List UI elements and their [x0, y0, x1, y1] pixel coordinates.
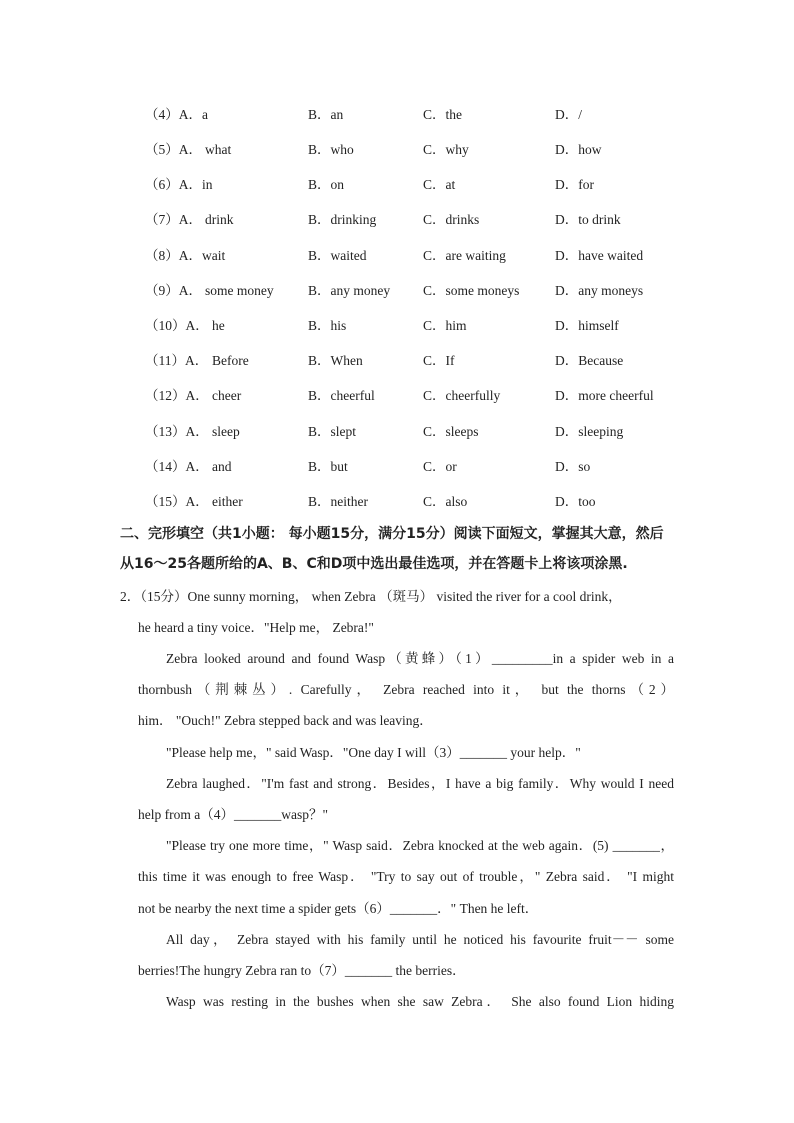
option-b: B．drinking [308, 212, 377, 227]
option-b: B．any money [308, 283, 391, 298]
question-number: （4）A．a [145, 107, 208, 122]
option-row-15 [0, 491, 794, 513]
passage-line: this time it was enough to free Wasp． "Try to say out of trouble，" Zebra said． "I might [138, 869, 674, 884]
option-row-10 [0, 315, 794, 337]
question-number: （15）A． [145, 494, 209, 509]
option-c: C．sleeps [423, 424, 479, 439]
passage-line: berries!The hungry Zebra ran to（7）_______ the berries． [138, 963, 466, 978]
section-heading-line1: 二、完形填空（共1小题： 每小题15分，满分15分）阅读下面短文，掌握其大意，然后 [120, 526, 664, 542]
question-number: （13）A． [145, 424, 209, 439]
option-d: D．how [555, 142, 602, 157]
option-d: D．too [555, 494, 596, 509]
option-b: B．on [308, 177, 345, 192]
question-number: （5）A． [145, 142, 202, 157]
option-c: C．drinks [423, 212, 480, 227]
option-d: D．any moneys [555, 283, 644, 298]
option-row-11 [0, 350, 794, 372]
option-b: B．but [308, 459, 348, 474]
option-row-13 [0, 421, 794, 443]
question-intro: 2．（15分）One sunny morning， when Zebra （斑马） visited the river for a cool drink， [120, 589, 622, 604]
passage-line: he heard a tiny voice．"Help me， Zebra!" [138, 620, 374, 635]
option-d: D．/ [555, 107, 582, 122]
passage-line: him． "Ouch!" Zebra stepped back and was leaving． [138, 713, 433, 728]
option-b: B．waited [308, 248, 367, 263]
option-a: sleep [212, 424, 240, 439]
option-d: D．to drink [555, 212, 621, 227]
passage-line: Zebra looked around and found Wasp（黄蜂）（1）_________in a spider web in a [166, 651, 674, 666]
option-d: D．sleeping [555, 424, 624, 439]
option-b: B．cheerful [308, 388, 375, 403]
option-d: D．himself [555, 318, 619, 333]
option-a: Before [212, 353, 249, 368]
question-number: （14）A． [145, 459, 209, 474]
option-c: C．If [423, 353, 455, 368]
option-b: B．When [308, 353, 363, 368]
option-row-4 [0, 104, 794, 126]
option-c: C．some moneys [423, 283, 520, 298]
question-number: （6）A．in [145, 177, 213, 192]
option-row-8 [0, 245, 794, 267]
option-c: C．why [423, 142, 469, 157]
passage-line: All day， Zebra stayed with his family until he noticed his favourite fruit－－ some [166, 932, 674, 947]
question-number: （7）A． [145, 212, 202, 227]
option-c: C．cheerfully [423, 388, 501, 403]
option-a: and [212, 459, 232, 474]
section-heading-line2: 从16～25各题所给的A、B、C和D项中选出最佳选项，并在答题卡上将该项涂黑. [120, 556, 628, 572]
question-number: （11）A． [145, 353, 209, 368]
option-a: drink [205, 212, 234, 227]
passage-line: not be nearby the next time a spider gets（6）_______．" Then he left． [138, 901, 539, 916]
option-d: D．more cheerful [555, 388, 654, 403]
question-number: （9）A． [145, 283, 202, 298]
passage-line: "Please help me，" said Wasp．"One day I will（3）_______ your help．" [166, 745, 581, 760]
option-b: B．neither [308, 494, 368, 509]
option-b: B．who [308, 142, 354, 157]
option-c: C．are waiting [423, 248, 506, 263]
passage-line: "Please try one more time，" Wasp said．Zebra knocked at the web again．(5) _______， [166, 838, 674, 853]
question-number: （12）A． [145, 388, 209, 403]
option-b: B．his [308, 318, 347, 333]
passage-line: Wasp was resting in the bushes when she saw Zebra． She also found Lion hiding [166, 994, 674, 1009]
option-b: B．slept [308, 424, 357, 439]
option-a: he [212, 318, 225, 333]
option-row-9 [0, 280, 794, 302]
option-b: B．an [308, 107, 344, 122]
passage-line: thornbush（荆棘丛）. Carefully， Zebra reached into it， but the thorns（2） [138, 682, 674, 697]
option-d: D．so [555, 459, 591, 474]
option-d: D．have waited [555, 248, 644, 263]
question-number: （10）A． [145, 318, 209, 333]
option-a: what [205, 142, 232, 157]
option-a: some money [205, 283, 274, 298]
option-c: C．or [423, 459, 457, 474]
option-d: D．Because [555, 353, 624, 368]
option-row-5 [0, 139, 794, 161]
option-row-7 [0, 209, 794, 231]
option-row-6 [0, 174, 794, 196]
option-row-12 [0, 385, 794, 407]
option-c: C．at [423, 177, 456, 192]
option-c: C．the [423, 107, 462, 122]
option-a: either [212, 494, 243, 509]
option-a: cheer [212, 388, 242, 403]
question-number: （8）A．wait [145, 248, 226, 263]
option-row-14 [0, 456, 794, 478]
passage-line: help from a（4）_______wasp？" [138, 807, 328, 822]
passage-line: Zebra laughed．"I'm fast and strong．Besides，I have a big family．Why would I need [166, 776, 674, 791]
option-c: C．him [423, 318, 467, 333]
option-c: C．also [423, 494, 468, 509]
option-d: D．for [555, 177, 594, 192]
